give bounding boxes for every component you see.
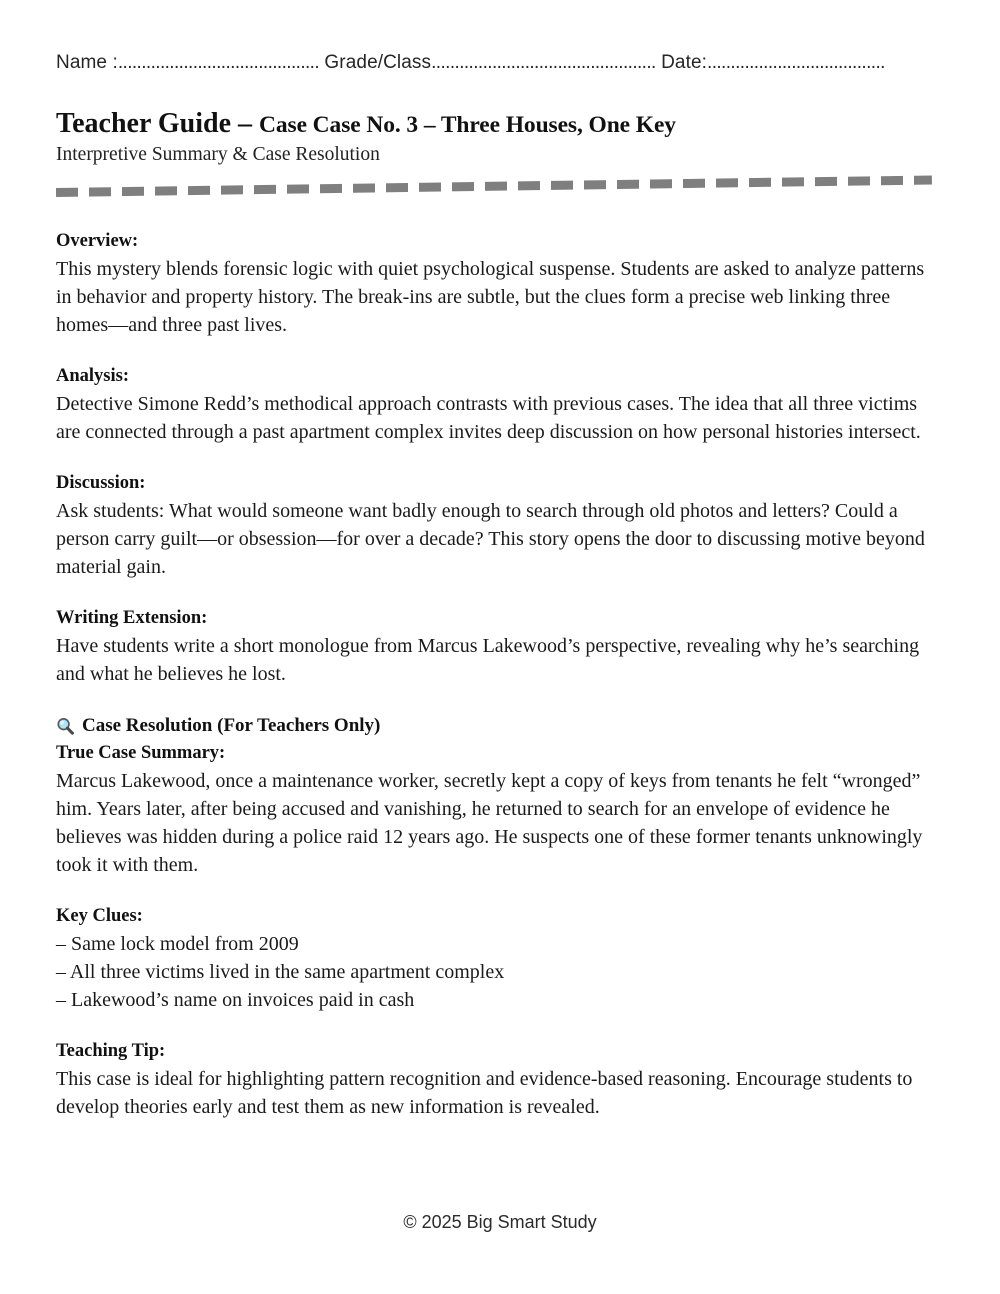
true-case-summary-heading: True Case Summary: bbox=[56, 743, 226, 763]
section-heading: Analysis: bbox=[56, 366, 129, 386]
section-heading: Discussion: bbox=[56, 473, 146, 493]
section-analysis bbox=[56, 363, 940, 446]
section-heading: Overview: bbox=[56, 231, 139, 251]
case-resolution-label: Case Resolution (For Teachers Only) bbox=[82, 715, 381, 736]
student-info-line bbox=[56, 52, 944, 74]
dashed-divider-line bbox=[56, 175, 932, 197]
list-item: – All three victims lived in the same apartment complex bbox=[56, 961, 505, 983]
date-label: Date: bbox=[655, 52, 708, 73]
key-clues-heading: Key Clues: bbox=[56, 906, 143, 926]
magnifying-glass-icon bbox=[56, 717, 75, 736]
main-content bbox=[56, 228, 940, 1121]
section-discussion bbox=[56, 470, 940, 581]
page-title bbox=[56, 108, 956, 141]
grade-dotted-fill[interactable]: ................................................ bbox=[431, 52, 656, 73]
list-item: – Same lock model from 2009 bbox=[56, 933, 299, 955]
section-case-resolution bbox=[56, 712, 940, 879]
page-title-case: Case Case No. 3 – Three Houses, One Key bbox=[259, 112, 676, 138]
footer-copyright: © 2025 Big Smart Study bbox=[403, 1212, 597, 1232]
date-dotted-fill[interactable]: ...................................... bbox=[707, 52, 885, 73]
section-body: Ask students: What would someone want badly enough to search through old photos and letters? Could a person carry guilt—or obsession—for over a decade? This story opens the door to discussing motive beyond material gain. bbox=[56, 500, 925, 578]
section-writing-extension bbox=[56, 605, 940, 688]
name-label: Name : bbox=[56, 52, 118, 73]
dashed-divider bbox=[56, 176, 936, 202]
section-body: Have students write a short monologue from Marcus Lakewood’s perspective, revealing why he’s searching and what he believes he lost. bbox=[56, 635, 920, 685]
true-case-summary-body: Marcus Lakewood, once a maintenance worker, secretly kept a copy of keys from tenants he felt “wronged” him. Years later, after being accused and vanishing, he returned to search for an envelope of evidence he believes was hidden during a police raid 12 years ago. He suspects one of these former tenants unknowingly took it with them. bbox=[56, 770, 923, 876]
section-teaching-tip bbox=[56, 1038, 940, 1121]
page-subtitle: Interpretive Summary & Case Resolution bbox=[56, 144, 380, 165]
title-block bbox=[56, 108, 956, 167]
teaching-tip-body: This case is ideal for highlighting pattern recognition and evidence-based reasoning. Encourage students to develop theories early and test them as new information is revealed. bbox=[56, 1068, 913, 1118]
page-title-main: Teacher Guide bbox=[56, 108, 232, 139]
section-body: Detective Simone Redd’s methodical approach contrasts with previous cases. The idea that all three victims are connected through a past apartment complex invites deep discussion on how personal histories intersect. bbox=[56, 393, 921, 443]
key-clues-list bbox=[56, 930, 940, 1014]
grade-class-label: Grade/Class bbox=[319, 52, 432, 73]
section-body: This mystery blends forensic logic with quiet psychological suspense. Students are asked to analyze patterns in behavior and property history. The break-ins are subtle, but the clues form a precise web linking three homes—and three past lives. bbox=[56, 258, 925, 336]
teaching-tip-heading: Teaching Tip: bbox=[56, 1041, 166, 1061]
page-title-separator: – bbox=[238, 108, 253, 139]
section-overview bbox=[56, 228, 940, 339]
list-item: – Lakewood’s name on invoices paid in cash bbox=[56, 989, 415, 1011]
section-key-clues bbox=[56, 903, 940, 1014]
name-dotted-fill[interactable]: ........................................... bbox=[117, 52, 320, 73]
case-resolution-heading bbox=[56, 712, 940, 740]
section-heading: Writing Extension: bbox=[56, 608, 208, 628]
